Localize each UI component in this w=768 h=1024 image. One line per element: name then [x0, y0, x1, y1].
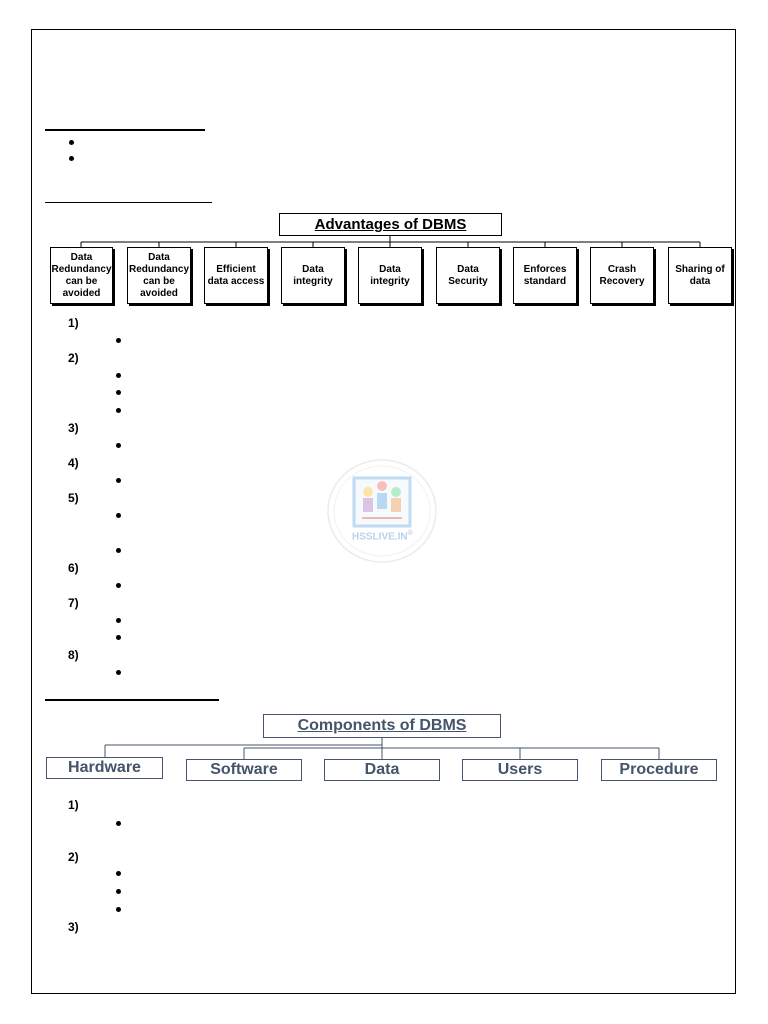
list-number: 2)	[68, 351, 79, 365]
component-box: Procedure	[601, 759, 717, 781]
list-number: 7)	[68, 596, 79, 610]
list-number: 2)	[68, 850, 79, 864]
list-number: 8)	[68, 648, 79, 662]
list-number: 1)	[68, 798, 79, 812]
list-number: 1)	[68, 316, 79, 330]
advantage-box: Data integrity	[358, 247, 422, 304]
advantage-box: Data Security	[436, 247, 500, 304]
advantage-box: Data Redundancy can be avoided	[50, 247, 113, 304]
list-number: 6)	[68, 561, 79, 575]
component-box: Data	[324, 759, 440, 781]
list-number: 5)	[68, 491, 79, 505]
component-box: Hardware	[46, 757, 163, 779]
bullet	[116, 907, 121, 912]
component-box: Users	[462, 759, 578, 781]
components-title: Components of DBMS	[263, 714, 501, 738]
bullet	[116, 871, 121, 876]
list-number: 4)	[68, 456, 79, 470]
advantages-title: Advantages of DBMS	[279, 213, 502, 236]
watermark-registered: ®	[407, 530, 413, 537]
advantage-box: Sharing of data	[668, 247, 732, 304]
watermark-label: HSSLIVE.IN	[352, 531, 408, 543]
bullet	[116, 821, 121, 826]
component-box: Software	[186, 759, 302, 781]
advantage-box: Crash Recovery	[590, 247, 654, 304]
advantage-box: Efficient data access	[204, 247, 268, 304]
advantage-box: Data Redundancy can be avoided	[127, 247, 191, 304]
advantage-box: Data integrity	[281, 247, 345, 304]
bullet	[116, 889, 121, 894]
list-number: 3)	[68, 920, 79, 934]
advantage-box: Enforces standard	[513, 247, 577, 304]
list-number: 3)	[68, 421, 79, 435]
